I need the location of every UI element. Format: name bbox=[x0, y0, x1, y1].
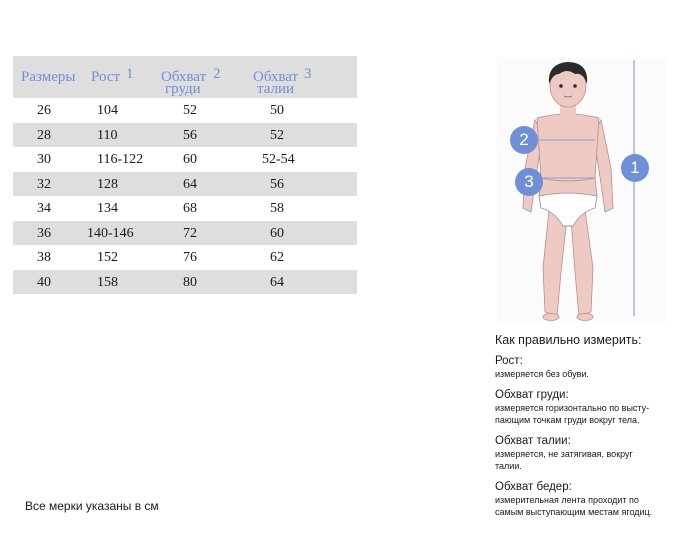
cell-size: 32 bbox=[37, 176, 51, 192]
header-chest-line2: груди bbox=[165, 81, 201, 97]
table-row bbox=[13, 196, 357, 221]
table-row bbox=[13, 221, 357, 246]
header-chest-badge: 2 bbox=[213, 66, 221, 82]
units-note: Все мерки указаны в см bbox=[25, 499, 159, 513]
cell-height: 158 bbox=[97, 274, 118, 290]
cell-waist: 64 bbox=[270, 274, 284, 290]
section-text-line1: измеряется, не затягивая, вокруг bbox=[495, 449, 633, 459]
section-height bbox=[495, 355, 675, 380]
cell-height: 140-146 bbox=[87, 225, 134, 241]
section-chest bbox=[495, 389, 675, 426]
table-row bbox=[13, 270, 357, 295]
cell-waist: 50 bbox=[270, 103, 284, 118]
header-height-badge: 1 bbox=[126, 66, 134, 82]
cell-size: 36 bbox=[37, 225, 51, 241]
cell-chest: 72 bbox=[183, 225, 197, 241]
table-header bbox=[13, 56, 357, 98]
table-row bbox=[13, 172, 357, 197]
header-height: Рост bbox=[91, 69, 121, 85]
cell-chest: 64 bbox=[183, 176, 197, 192]
measurement-figure bbox=[497, 58, 667, 322]
cell-size: 34 bbox=[37, 201, 51, 216]
cell-waist: 52-54 bbox=[262, 152, 295, 167]
section-hips bbox=[495, 481, 675, 518]
cell-size: 40 bbox=[37, 274, 51, 290]
cell-height: 152 bbox=[97, 250, 118, 265]
header-waist-line1: Обхват bbox=[253, 69, 299, 85]
cell-height: 134 bbox=[97, 201, 118, 216]
section-waist bbox=[495, 435, 675, 472]
section-title: Обхват бедер: bbox=[495, 481, 572, 493]
cell-waist: 60 bbox=[270, 225, 284, 241]
cell-size: 38 bbox=[37, 250, 51, 265]
chest-badge: 2 bbox=[510, 126, 538, 154]
cell-chest: 80 bbox=[183, 274, 197, 290]
cell-height: 110 bbox=[97, 127, 118, 143]
section-title: Рост: bbox=[495, 355, 523, 367]
table-row bbox=[13, 98, 357, 123]
section-text: измеряется без обуви. bbox=[495, 369, 589, 379]
section-text-line1: измеряется горизонтально по высту- bbox=[495, 403, 650, 413]
section-text-line2: талии. bbox=[495, 461, 522, 471]
cell-waist: 56 bbox=[270, 176, 284, 192]
header-chest-line1: Обхват bbox=[161, 69, 207, 85]
cell-height: 104 bbox=[97, 103, 118, 118]
table-row bbox=[13, 123, 357, 148]
waist-badge: 3 bbox=[515, 168, 543, 196]
cell-chest: 56 bbox=[183, 127, 197, 143]
cell-size: 30 bbox=[37, 152, 51, 167]
cell-waist: 52 bbox=[270, 127, 284, 143]
section-title: Обхват груди: bbox=[495, 389, 569, 401]
cell-chest: 76 bbox=[183, 250, 197, 265]
section-text-line2: пающим точкам груди вокруг тела. bbox=[495, 415, 640, 425]
cell-waist: 58 bbox=[270, 201, 284, 216]
section-text-line1: измерительная лента проходит по bbox=[495, 495, 639, 505]
cell-chest: 60 bbox=[183, 152, 197, 167]
cell-chest: 68 bbox=[183, 201, 197, 216]
size-table bbox=[13, 56, 357, 294]
cell-size: 28 bbox=[37, 127, 51, 143]
header-waist-line2: талии bbox=[257, 81, 295, 97]
section-title: Обхват талии: bbox=[495, 435, 571, 447]
table-row bbox=[13, 147, 357, 172]
cell-waist: 62 bbox=[270, 250, 284, 265]
table-row bbox=[13, 245, 357, 270]
section-text-line2: самым выступающим местам ягодиц. bbox=[495, 507, 653, 517]
cell-height: 128 bbox=[97, 176, 118, 192]
cell-size: 26 bbox=[37, 103, 51, 118]
height-badge: 1 bbox=[621, 154, 649, 182]
header-waist-badge: 3 bbox=[304, 66, 312, 82]
cell-height: 116-122 bbox=[97, 152, 144, 167]
header-size: Размеры bbox=[21, 69, 76, 85]
cell-chest: 52 bbox=[183, 103, 197, 118]
howto-title: Как правильно измерить: bbox=[495, 333, 642, 347]
how-to-measure bbox=[495, 333, 675, 527]
